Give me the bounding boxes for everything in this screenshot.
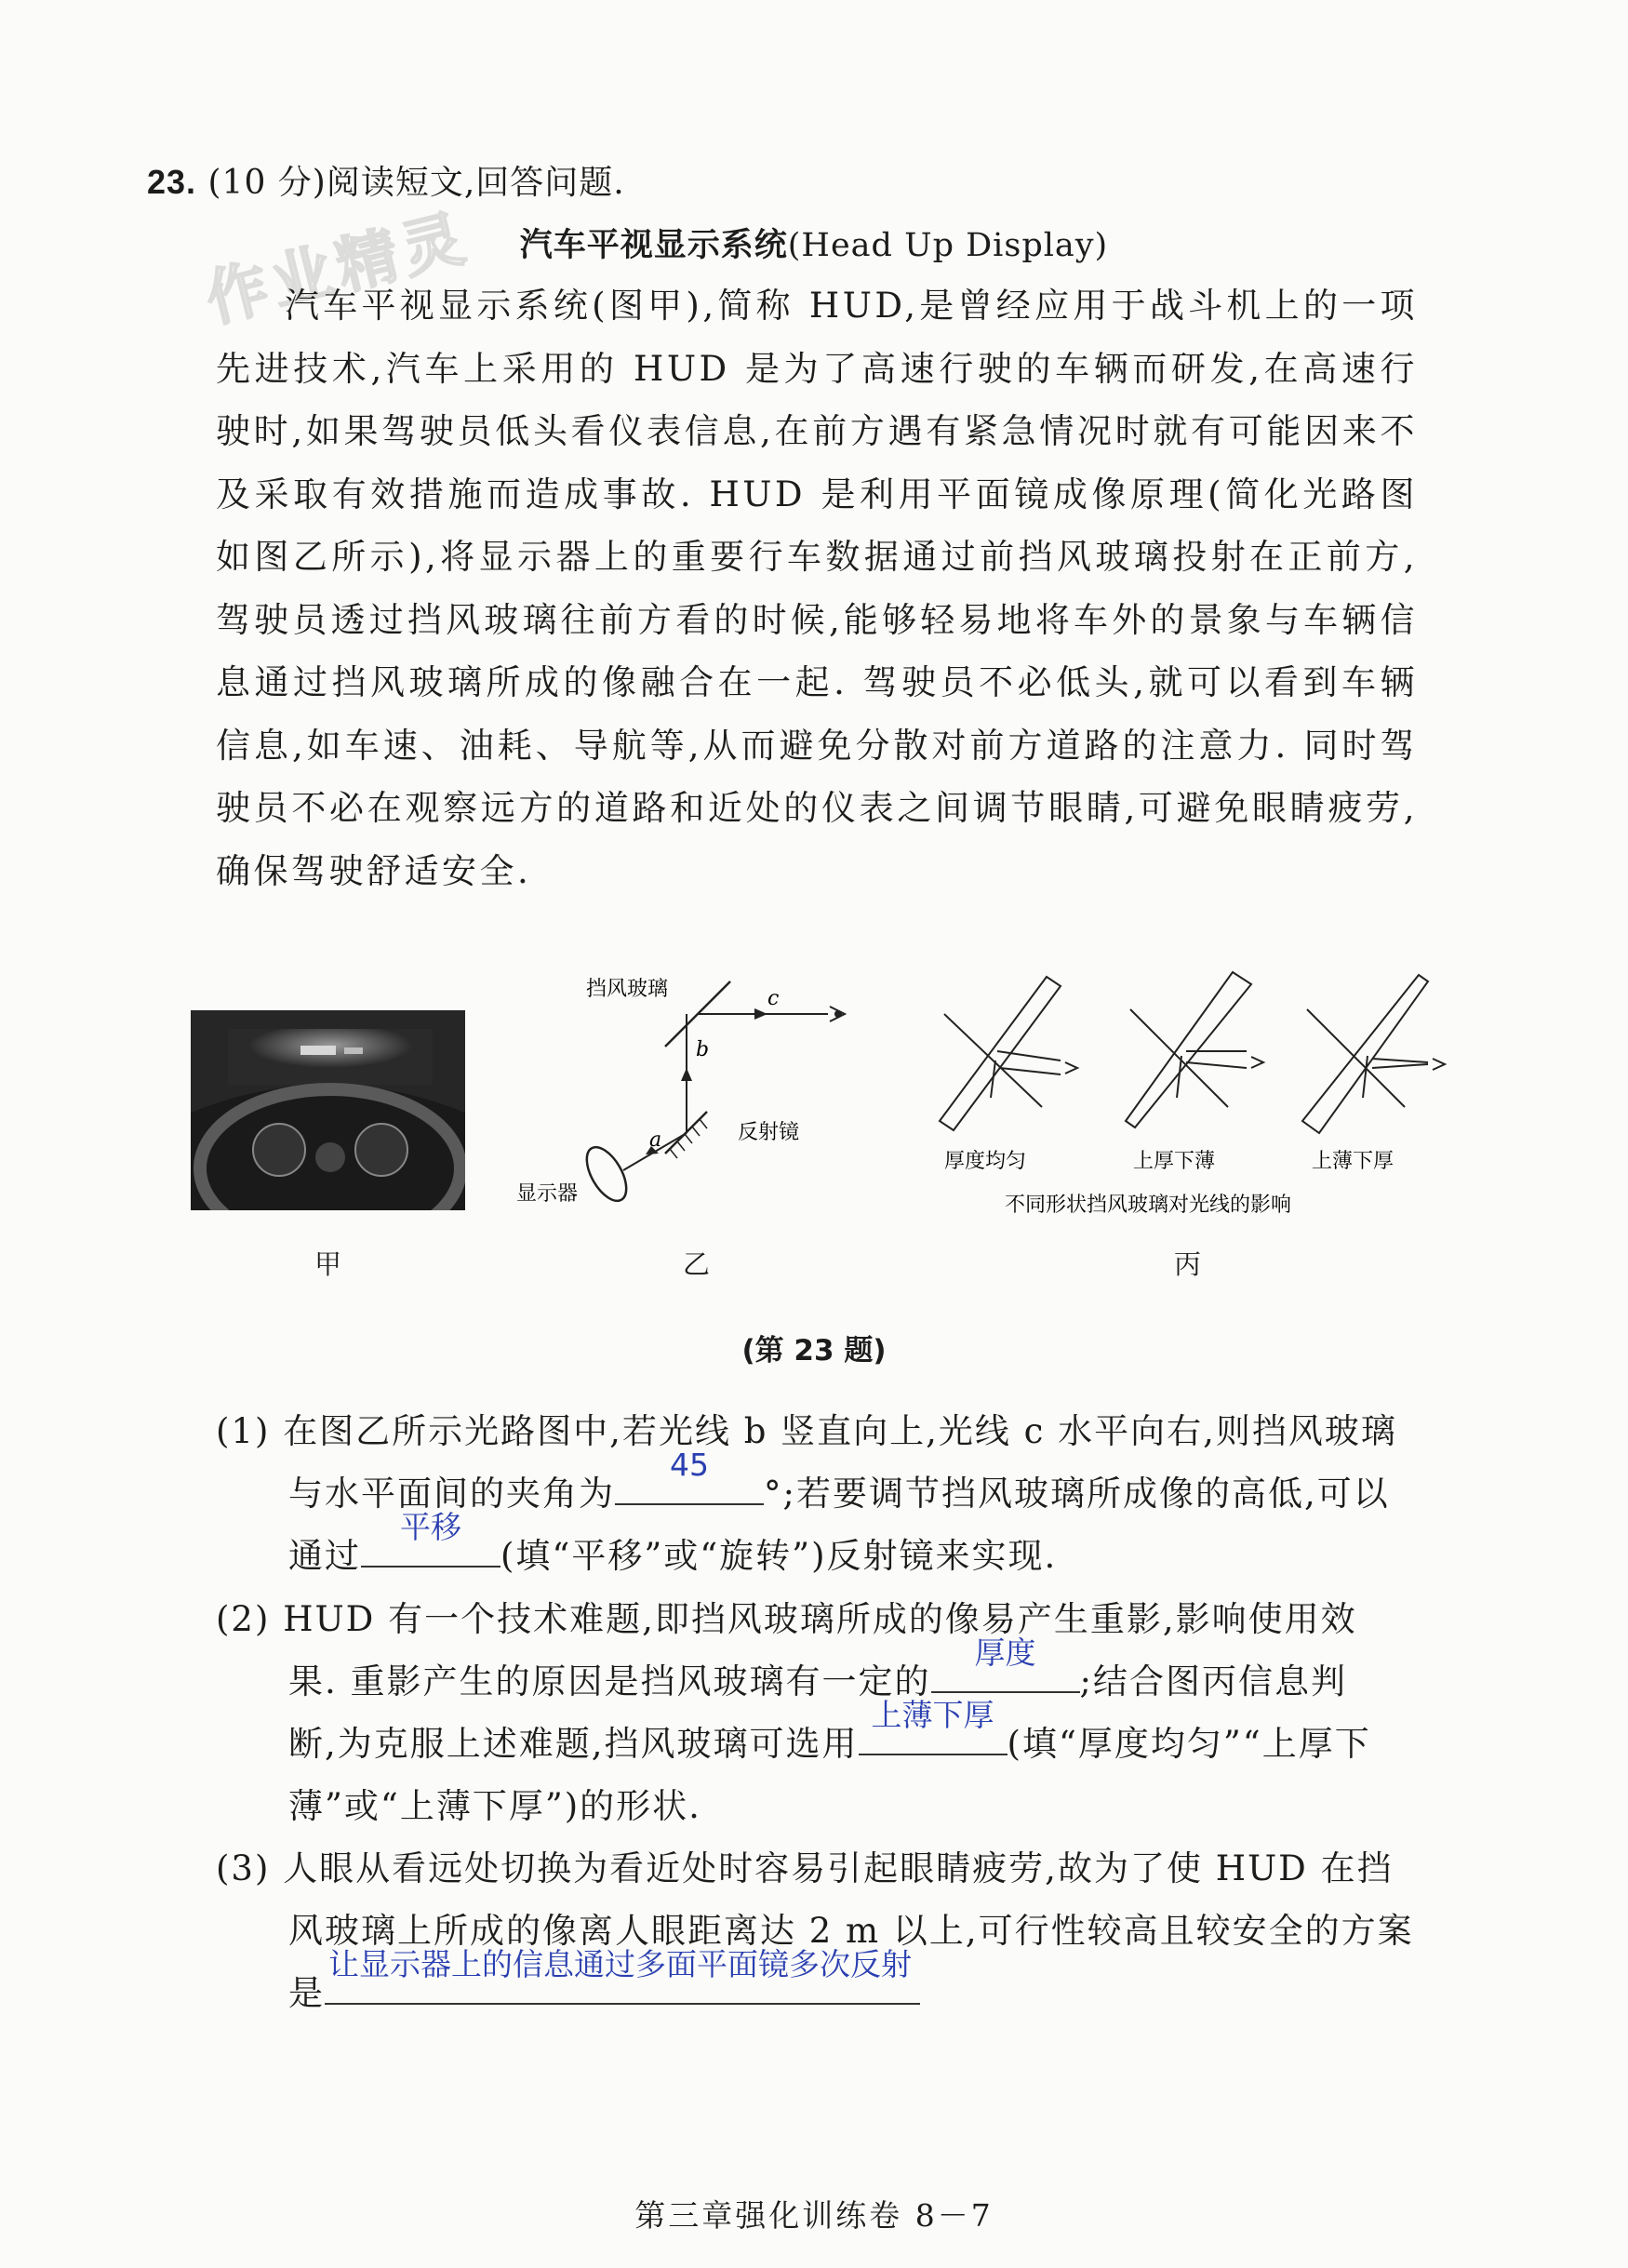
figure-jia-label: 甲 <box>314 1248 342 1280</box>
panel-thin-top <box>1302 975 1445 1133</box>
watermark-text: 作业精灵 <box>199 201 477 336</box>
part-3 <box>216 1837 1425 2024</box>
label-display: 显示器 <box>516 1182 579 1206</box>
part-3-line-1: 人眼从看远处切换为看近处时容易引起眼睛疲劳,故为了使 HUD 在挡 <box>283 1848 1394 1888</box>
answer-plan: 让显示器上的信息通过多面平面镜多次反射 <box>328 1946 912 1982</box>
answer-blank-plan[interactable] <box>325 1946 920 2005</box>
article-title-en: (Head Up Display) <box>787 227 1109 264</box>
part-2-line-4: 薄”或“上薄下厚”)的形状. <box>288 1786 701 1826</box>
figure-jia-photo <box>191 1010 465 1210</box>
label-ray-a: a <box>649 1128 662 1152</box>
part-1-line-3b: (填“平移”或“旋转”)反射镜来实现. <box>500 1536 1058 1576</box>
label-windshield: 挡风玻璃 <box>586 978 669 1001</box>
label-ray-b: b <box>696 1038 710 1061</box>
article-title-zh: 汽车平视显示系统 <box>519 227 788 264</box>
part-2-line-3a: 断,为克服上述难题,挡风玻璃可选用 <box>288 1724 859 1764</box>
page-footer: 第三章强化训练卷 8－7 <box>634 2197 994 2234</box>
panel1-label: 厚度均匀 <box>944 1150 1027 1173</box>
part-3-number: (3) <box>216 1848 271 1888</box>
part-2-number: (2) <box>216 1599 271 1639</box>
question-number: 23. <box>147 163 197 201</box>
part-2-line-1: HUD 有一个技术难题,即挡风玻璃所成的像易产生重影,影响使用效 <box>283 1599 1357 1639</box>
answer-blank-method[interactable] <box>361 1509 500 1568</box>
part-2-line-2a: 果. 重影产生的原因是挡风玻璃有一定的 <box>288 1661 931 1701</box>
part-1-line-3a: 通过 <box>288 1536 361 1576</box>
part-3-line-3a: 是 <box>288 1973 325 2013</box>
label-ray-c: c <box>767 987 780 1010</box>
display-shape <box>579 1141 634 1207</box>
article-title <box>0 220 1628 266</box>
figure-yi-label: 乙 <box>683 1248 711 1280</box>
ray-b-arrow <box>681 1068 692 1081</box>
part-1-line-1: 在图乙所示光路图中,若光线 b 竖直向上,光线 c 水平向右,则挡风玻璃 <box>283 1411 1397 1451</box>
panel-thick-top <box>1126 972 1263 1127</box>
panel-uniform <box>940 977 1077 1130</box>
part-1 <box>216 1400 1425 1587</box>
answer-blank-angle[interactable] <box>615 1447 764 1505</box>
figure-bing-diagram <box>921 958 1461 1219</box>
part-2-line-3b: (填“厚度均匀”“上厚下 <box>1007 1724 1371 1764</box>
article-body: 汽车平视显示系统(图甲),简称 HUD,是曾经应用于战斗机上的一项先进技术,汽车上采用的 HUD 是为了高速行驶的车辆而研发,在高速行驶时,如果驾驶员低头看仪表信息,在前方遇有紧急情况时就有可能因来不及采取有效措施而造成事故. HUD 是利用平面镜成像原理(简化光路图如图乙所示),将显示器上的重要行车数据通过前挡风玻璃投射在正前方,驾驶员透过挡风玻璃往前方看的时候,能够轻易地将车外的景象与车辆信息通过挡风玻璃所成的像融合在一起. 驾驶员不必低头,就可以看到车辆信息,如车速、油耗、导航等,从而避免分散对前方道路的注意力. 同时驾驶员不必在观察远方的道路和近处的仪表之间调节眼睛,可避免眼睛疲劳,确保驾驶舒适安全. <box>216 286 1418 891</box>
figure-bing-caption: 不同形状挡风玻璃对光线的影响 <box>1005 1194 1292 1217</box>
label-mirror: 反射镜 <box>738 1121 800 1144</box>
part-1-number: (1) <box>216 1411 271 1451</box>
answer-cause: 厚度 <box>974 1634 1036 1671</box>
question-instruction: (10 分)阅读短文,回答问题. <box>207 164 625 202</box>
panel2-label: 上厚下薄 <box>1133 1150 1216 1173</box>
windshield-hatching <box>674 981 730 1037</box>
part-2-line-2b: ;结合图丙信息判 <box>1079 1661 1347 1701</box>
answer-method: 平移 <box>400 1509 461 1545</box>
ray-c-arrow <box>754 1008 767 1020</box>
figure-caption: (第 23 题) <box>741 1334 887 1367</box>
part-2 <box>216 1588 1425 1837</box>
answer-angle: 45 <box>670 1447 709 1483</box>
panel3-label: 上薄下厚 <box>1312 1150 1394 1173</box>
part-1-line-2b: °;若要调节挡风玻璃所成像的高低,可以 <box>764 1474 1390 1514</box>
part-3-line-2: 风玻璃上所成的像离人眼距离达 2 m 以上,可行性较高且较安全的方案 <box>288 1911 1414 1951</box>
question-header <box>147 156 625 204</box>
eye-icon <box>830 1007 845 1021</box>
answer-shape: 上薄下厚 <box>871 1697 994 1733</box>
figure-yi-diagram <box>502 930 912 1247</box>
answer-blank-shape[interactable] <box>859 1697 1007 1755</box>
part-1-line-2a: 与水平面间的夹角为 <box>288 1474 615 1514</box>
figure-bing-label: 丙 <box>1174 1248 1202 1280</box>
